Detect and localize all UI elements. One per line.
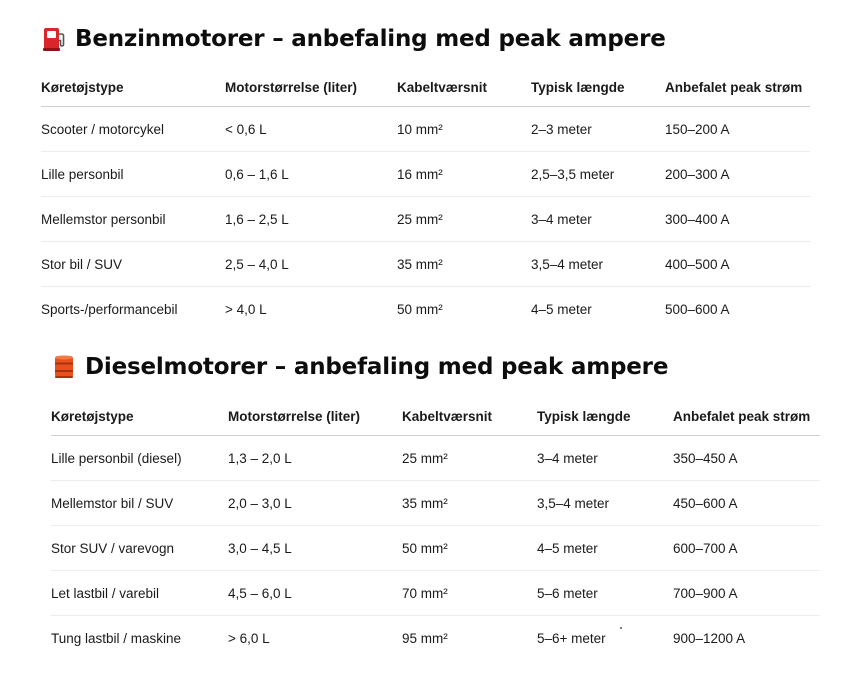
- table-cell: 25 mm²: [402, 436, 537, 481]
- table-cell: Let lastbil / varebil: [51, 571, 228, 616]
- table-cell: 50 mm²: [397, 301, 443, 317]
- table-cell: 600–700 A: [673, 526, 820, 571]
- column-header: Typisk længde: [531, 68, 665, 107]
- table-cell: 3,5–4 meter: [537, 481, 673, 526]
- table-cell: Lille personbil (diesel): [51, 436, 228, 481]
- column-header: Motorstørrelse (liter): [225, 68, 397, 107]
- table-cell: 35 mm²: [402, 481, 537, 526]
- table-cell: > 6,0 L: [228, 630, 270, 646]
- table-cell: 350–450 A: [673, 436, 820, 481]
- table-cell: 4,5 – 6,0 L: [228, 571, 402, 616]
- table-row: [41, 242, 810, 287]
- table-row: [41, 107, 810, 152]
- table-cell: 1,6 – 2,5 L: [225, 197, 397, 242]
- cursor-dot: [620, 627, 622, 629]
- table-cell: 3,5–4 meter: [531, 242, 665, 287]
- column-header: Kabeltværsnit: [402, 397, 537, 436]
- table-cell: 10 mm²: [397, 107, 531, 152]
- column-header: Køretøjstype: [51, 397, 228, 436]
- table-cell: 200–300 A: [665, 152, 810, 197]
- table-row: [51, 436, 820, 481]
- table-row: [51, 481, 820, 526]
- table-cell: 500–600 A: [665, 301, 730, 317]
- table-cell: 3,0 – 4,5 L: [228, 526, 402, 571]
- table-cell: > 4,0 L: [225, 301, 267, 317]
- petrol-table: [41, 68, 810, 331]
- table-cell: 700–900 A: [673, 571, 820, 616]
- table-cell: 4–5 meter: [531, 301, 592, 317]
- table-cell: 16 mm²: [397, 152, 531, 197]
- petrol-title: Benzinmotorer – anbefaling med peak ampere: [75, 26, 666, 52]
- diesel-table: [51, 397, 820, 660]
- column-header: Køretøjstype: [41, 68, 225, 107]
- table-cell: Lille personbil: [41, 152, 225, 197]
- column-header: Anbefalet peak strøm: [673, 397, 820, 436]
- column-header: Motorstørrelse (liter): [228, 397, 402, 436]
- table-header-row: [41, 68, 810, 107]
- table-cell: 2,5 – 4,0 L: [225, 242, 397, 287]
- table-row: [41, 197, 810, 242]
- oil-drum-icon: [52, 354, 76, 380]
- column-header: Kabeltværsnit: [397, 68, 531, 107]
- table-cell: Stor SUV / varevogn: [51, 526, 228, 571]
- table-cell: 2,0 – 3,0 L: [228, 481, 402, 526]
- petrol-heading: [42, 26, 666, 52]
- table-cell: 900–1200 A: [673, 630, 746, 646]
- table-cell: Sports-/performancebil: [41, 301, 178, 317]
- fuel-pump-icon: [42, 26, 66, 52]
- table-cell: 50 mm²: [402, 526, 537, 571]
- table-cell: 5–6+ meter: [537, 630, 606, 646]
- table-row: [41, 152, 810, 197]
- table-header-row: [51, 397, 820, 436]
- table-cell: 4–5 meter: [537, 526, 673, 571]
- table-row: [51, 571, 820, 616]
- table-row: [41, 287, 810, 332]
- column-header: Typisk længde: [537, 397, 673, 436]
- column-header: Anbefalet peak strøm: [665, 68, 810, 107]
- table-cell: 2–3 meter: [531, 107, 665, 152]
- table-cell: 450–600 A: [673, 481, 820, 526]
- table-cell: Mellemstor bil / SUV: [51, 481, 228, 526]
- table-cell: 70 mm²: [402, 571, 537, 616]
- table-cell: 1,3 – 2,0 L: [228, 436, 402, 481]
- diesel-heading: [52, 354, 668, 380]
- table-cell: 95 mm²: [402, 630, 448, 646]
- table-cell: Mellemstor personbil: [41, 197, 225, 242]
- table-cell: 150–200 A: [665, 107, 810, 152]
- table-cell: 400–500 A: [665, 242, 810, 287]
- table-cell: 3–4 meter: [531, 197, 665, 242]
- table-cell: Tung lastbil / maskine: [51, 630, 182, 646]
- table-cell: Stor bil / SUV: [41, 242, 225, 287]
- table-cell: 3–4 meter: [537, 436, 673, 481]
- table-cell: 35 mm²: [397, 242, 531, 287]
- table-cell: < 0,6 L: [225, 107, 397, 152]
- table-cell: 5–6 meter: [537, 571, 673, 616]
- diesel-title: Dieselmotorer – anbefaling med peak ampere: [85, 354, 669, 380]
- table-row: [51, 526, 820, 571]
- table-cell: Scooter / motorcykel: [41, 107, 225, 152]
- table-cell: 25 mm²: [397, 197, 531, 242]
- table-cell: 2,5–3,5 meter: [531, 152, 665, 197]
- table-cell: 300–400 A: [665, 197, 810, 242]
- table-cell: 0,6 – 1,6 L: [225, 152, 397, 197]
- table-row: [51, 616, 820, 661]
